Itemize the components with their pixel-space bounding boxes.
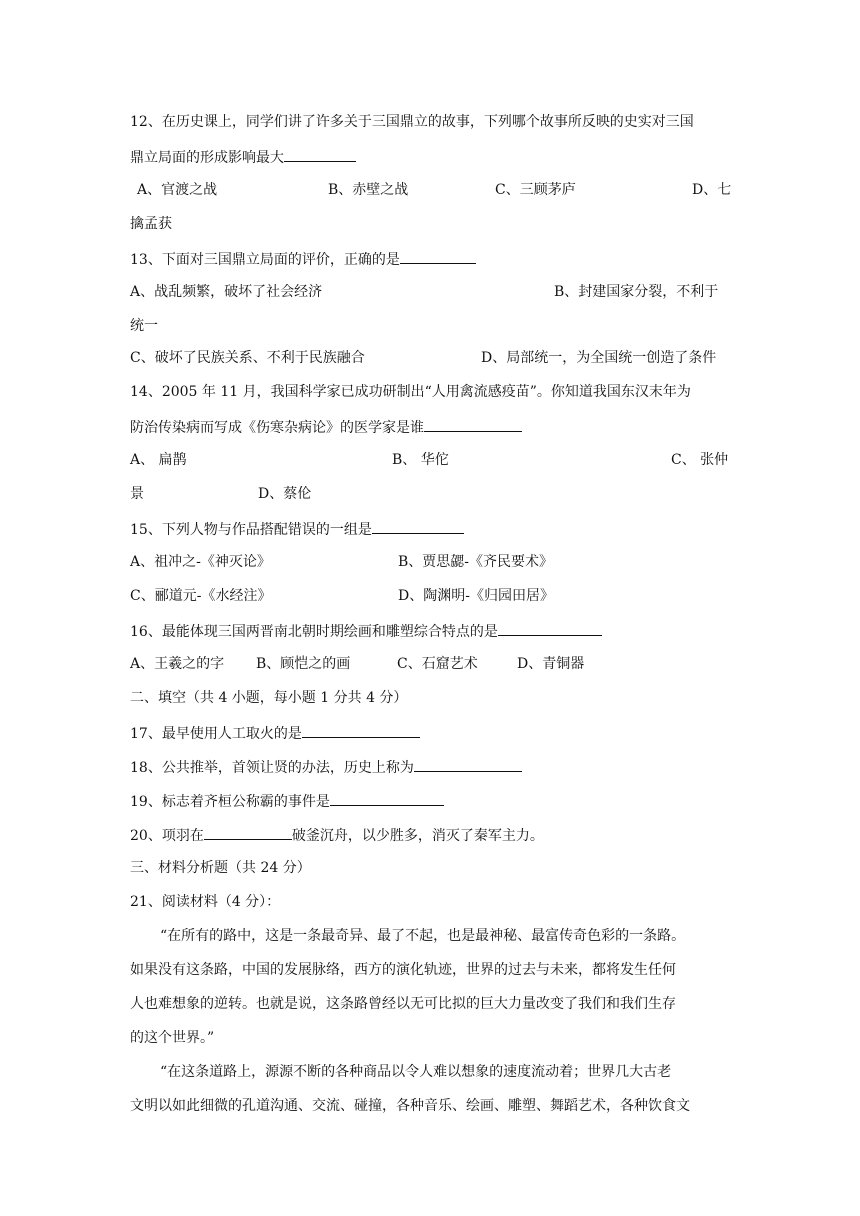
passage-line: 的这个世界。” xyxy=(130,1030,215,1046)
q21-heading: 21、阅读材料（4 分）： xyxy=(130,894,281,910)
passage-line: 人也难想象的逆转。也就是说，这条路曾经以无可比拟的巨大力量改变了我们和我们生存 xyxy=(130,996,676,1012)
q20-text-pre: 20、项羽在 xyxy=(130,828,204,844)
q12-stem-line2 xyxy=(130,146,356,168)
q15-answer-blank[interactable] xyxy=(372,518,464,534)
q15-option-b: B、贾思勰-《齐民要术》 xyxy=(398,554,554,570)
q18-text: 18、公共推举，首领让贤的办法，历史上称为 xyxy=(130,760,414,776)
passage-line: 如果没有这条路，中国的发展脉络，西方的演化轨迹，世界的过去与未来，都将发生任何 xyxy=(130,962,676,978)
q13-option-b: B、封建国家分裂，不利于 xyxy=(554,284,719,300)
q14-stem-line1: 14、2005 年 11 月，我国科学家已成功研制出“人用禽流感疫苗”。你知道我国东汉末年为 xyxy=(130,384,691,400)
q19-text: 19、标志着齐桓公称霸的事件是 xyxy=(130,794,330,810)
q14-option-c-cont: 景 xyxy=(130,486,144,502)
section-3-heading: 三、材料分析题（共 24 分） xyxy=(130,860,311,876)
q12-option-a: A、官渡之战 xyxy=(137,182,218,198)
q13-option-b-cont: 统一 xyxy=(130,318,158,334)
q16-option-d: D、青铜器 xyxy=(517,656,585,672)
section-2-heading: 二、填空（共 4 小题，每小题 1 分共 4 分） xyxy=(130,690,408,706)
q12-stem-text: 鼎立局面的形成影响最大 xyxy=(130,150,284,166)
q13-stem xyxy=(130,248,476,270)
q15-option-d: D、陶渊明-《归园田居》 xyxy=(398,588,554,604)
q14-option-d: D、蔡伦 xyxy=(258,486,312,502)
q20-text-post: 破釜沉舟，以少胜多，消灭了秦军主力。 xyxy=(291,828,544,844)
q15-option-c: C、郦道元-《水经注》 xyxy=(130,588,272,604)
q16-stem-text: 16、最能体现三国两晋南北朝时期绘画和雕塑综合特点的是 xyxy=(130,624,498,640)
q15-option-a: A、祖冲之-《神灭论》 xyxy=(130,554,271,570)
q15-stem xyxy=(130,518,464,540)
q16-answer-blank[interactable] xyxy=(498,620,602,636)
q14-option-a: A、 扁鹊 xyxy=(130,452,187,468)
q12-answer-blank[interactable] xyxy=(284,146,356,162)
q14-option-c: C、 张仲 xyxy=(671,452,729,468)
passage-line: “在所有的路中，这是一条最奇异、最了不起，也是最神秘、最富传奇色彩的一条路。 xyxy=(160,928,686,944)
q13-option-a: A、战乱频繁，破坏了社会经济 xyxy=(130,284,323,300)
q12-option-d-cont: 擒孟获 xyxy=(130,216,172,232)
q18-answer-blank[interactable] xyxy=(414,756,522,772)
q19-answer-blank[interactable] xyxy=(330,790,444,806)
q13-option-d: D、局部统一，为全国统一创造了条件 xyxy=(481,350,717,366)
q16-option-c: C、石窟艺术 xyxy=(397,656,478,672)
q14-stem-line2 xyxy=(130,416,522,438)
q14-option-b: B、 华佗 xyxy=(392,452,449,468)
q12-option-d: D、七 xyxy=(692,182,732,198)
q14-stem-text: 防治传染病而写成《伤寒杂病论》的医学家是谁 xyxy=(130,420,424,436)
q15-stem-text: 15、下列人物与作品搭配错误的一组是 xyxy=(130,522,372,538)
q17 xyxy=(130,722,420,744)
q20-answer-blank[interactable] xyxy=(204,824,292,840)
q18 xyxy=(130,756,522,778)
q12-option-b: B、赤壁之战 xyxy=(328,182,409,198)
q12-stem-line1: 12、在历史课上，同学们讲了许多关于三国鼎立的故事，下列哪个故事所反映的史实对三国 xyxy=(130,114,694,130)
q13-option-c: C、破坏了民族关系、不利于民族融合 xyxy=(130,350,365,366)
passage-line: 文明以如此细微的孔道沟通、交流、碰撞，各种音乐、绘画、雕塑、舞蹈艺术，各种饮食文 xyxy=(130,1098,690,1114)
q19 xyxy=(130,790,444,812)
q14-answer-blank[interactable] xyxy=(424,416,522,432)
q17-text: 17、最早使用人工取火的是 xyxy=(130,726,302,742)
passage-line: “在这条道路上，源源不断的各种商品以令人难以想象的速度流动着；世界几大古老 xyxy=(160,1064,672,1080)
q16-option-b: B、顾恺之的画 xyxy=(256,656,351,672)
q16-stem xyxy=(130,620,602,642)
q13-answer-blank[interactable] xyxy=(400,248,476,264)
q12-option-c: C、三顾茅庐 xyxy=(495,182,576,198)
q17-answer-blank[interactable] xyxy=(302,722,420,738)
q16-option-a: A、王羲之的字 xyxy=(130,656,225,672)
q13-stem-text: 13、下面对三国鼎立局面的评价，正确的是 xyxy=(130,252,400,268)
q20 xyxy=(130,824,544,846)
